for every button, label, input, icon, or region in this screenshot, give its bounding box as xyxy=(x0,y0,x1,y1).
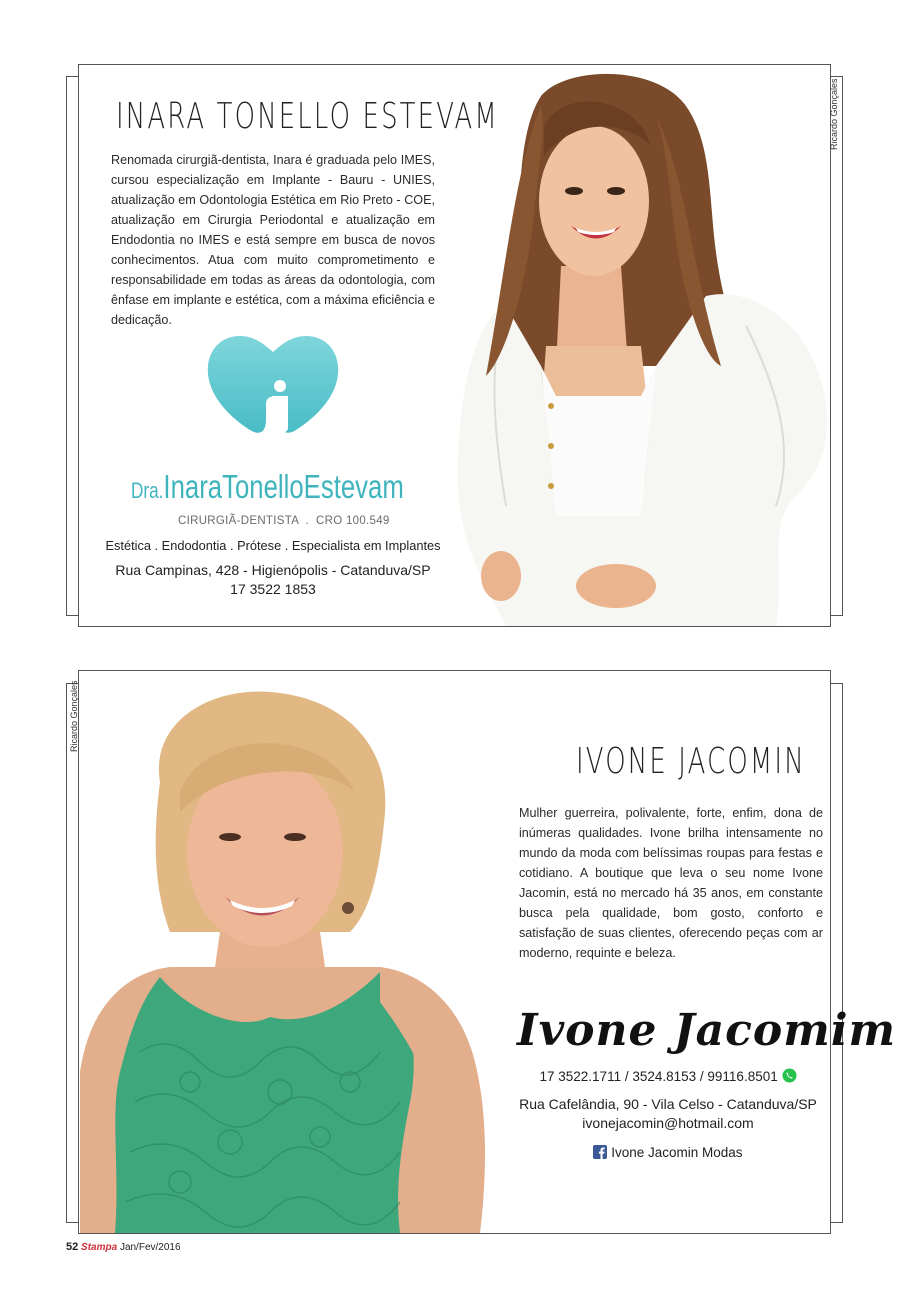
email[interactable]: ivonejacomin@hotmail.com xyxy=(582,1115,754,1131)
whatsapp-icon xyxy=(782,1068,797,1083)
specialties: Estética . Endodontia . Prótese . Especialista em Implantes xyxy=(105,538,441,553)
corner-line xyxy=(66,683,67,1223)
corner-tick xyxy=(66,1222,78,1223)
facebook-line[interactable] xyxy=(508,1145,828,1160)
facebook-icon xyxy=(593,1145,607,1159)
corner-line xyxy=(842,76,843,616)
magazine-brand: Stampa xyxy=(81,1242,118,1253)
profile-name-title: IVONE JACOMIN xyxy=(576,741,806,782)
logo-subtitle: CIRURGIÃ-DENTISTA . CRO 100.549 xyxy=(178,515,390,527)
logo-wordmark xyxy=(131,468,404,506)
corner-line xyxy=(66,76,67,616)
facebook-page: Ivone Jacomin Modas xyxy=(611,1145,743,1160)
tooth-logo-icon xyxy=(204,334,342,436)
signature-wordmark: Ivone Jacomim xyxy=(517,1005,897,1056)
address: Rua Campinas, 428 - Higienópolis - Catanduva/SP xyxy=(115,562,431,578)
portrait-photo-ivone xyxy=(80,672,495,1233)
profile-bio: Mulher guerreira, polivalente, forte, enfim, dona de inúmeras qualidades. Ivone brilha intensamente no mundo da moda com belíssimas roupas para festas e cotidiano. A boutique que leva o seu nome Ivone Jacomin, está no mercado há 35 anos, em constante busca pela qualidade, bom gosto, conforto e satisfação de suas clientes, oferecendo peças com ar moderno, requinte e beleza. xyxy=(519,806,823,960)
logo-prefix: Dra. xyxy=(131,478,164,503)
profile-bio: Renomada cirurgiã-dentista, Inara é graduada pelo IMES, cursou especialização em Implante - Bauru - UNIES, atualização em Odontologia Estética em Rio Preto - COE, atualização em Cirurgia Periodontal e atualização em Endodontia no IMES e está sempre em busca de novos conhecimentos. Atua com muito comprometimento e responsabilidade em todas as áreas da odontologia, com ênfase em implante e estética, com a máxima eficiência e dedicação. xyxy=(111,153,435,327)
portrait-photo-inara xyxy=(446,66,830,626)
logo-name: InaraTonelloEstevam xyxy=(163,468,404,505)
address: Rua Cafelândia, 90 - Vila Celso - Catanduva/SP xyxy=(519,1096,817,1112)
page-footer xyxy=(66,1241,181,1253)
photo-credit: Ricardo Gonçales xyxy=(829,78,839,150)
page-number: 52 xyxy=(66,1241,79,1253)
phone: 17 3522 1853 xyxy=(230,581,316,597)
corner-tick xyxy=(66,76,78,77)
phone-line xyxy=(508,1068,828,1084)
phones: 17 3522.1711 / 3524.8153 / 99116.8501 xyxy=(539,1069,778,1084)
corner-line xyxy=(842,683,843,1223)
profile-name-title: INARA TONELLO ESTEVAM xyxy=(116,96,499,137)
corner-tick xyxy=(66,615,78,616)
issue-date: Jan/Fev/2016 xyxy=(119,1242,181,1253)
photo-credit: Ricardo Gonçales xyxy=(69,680,79,752)
